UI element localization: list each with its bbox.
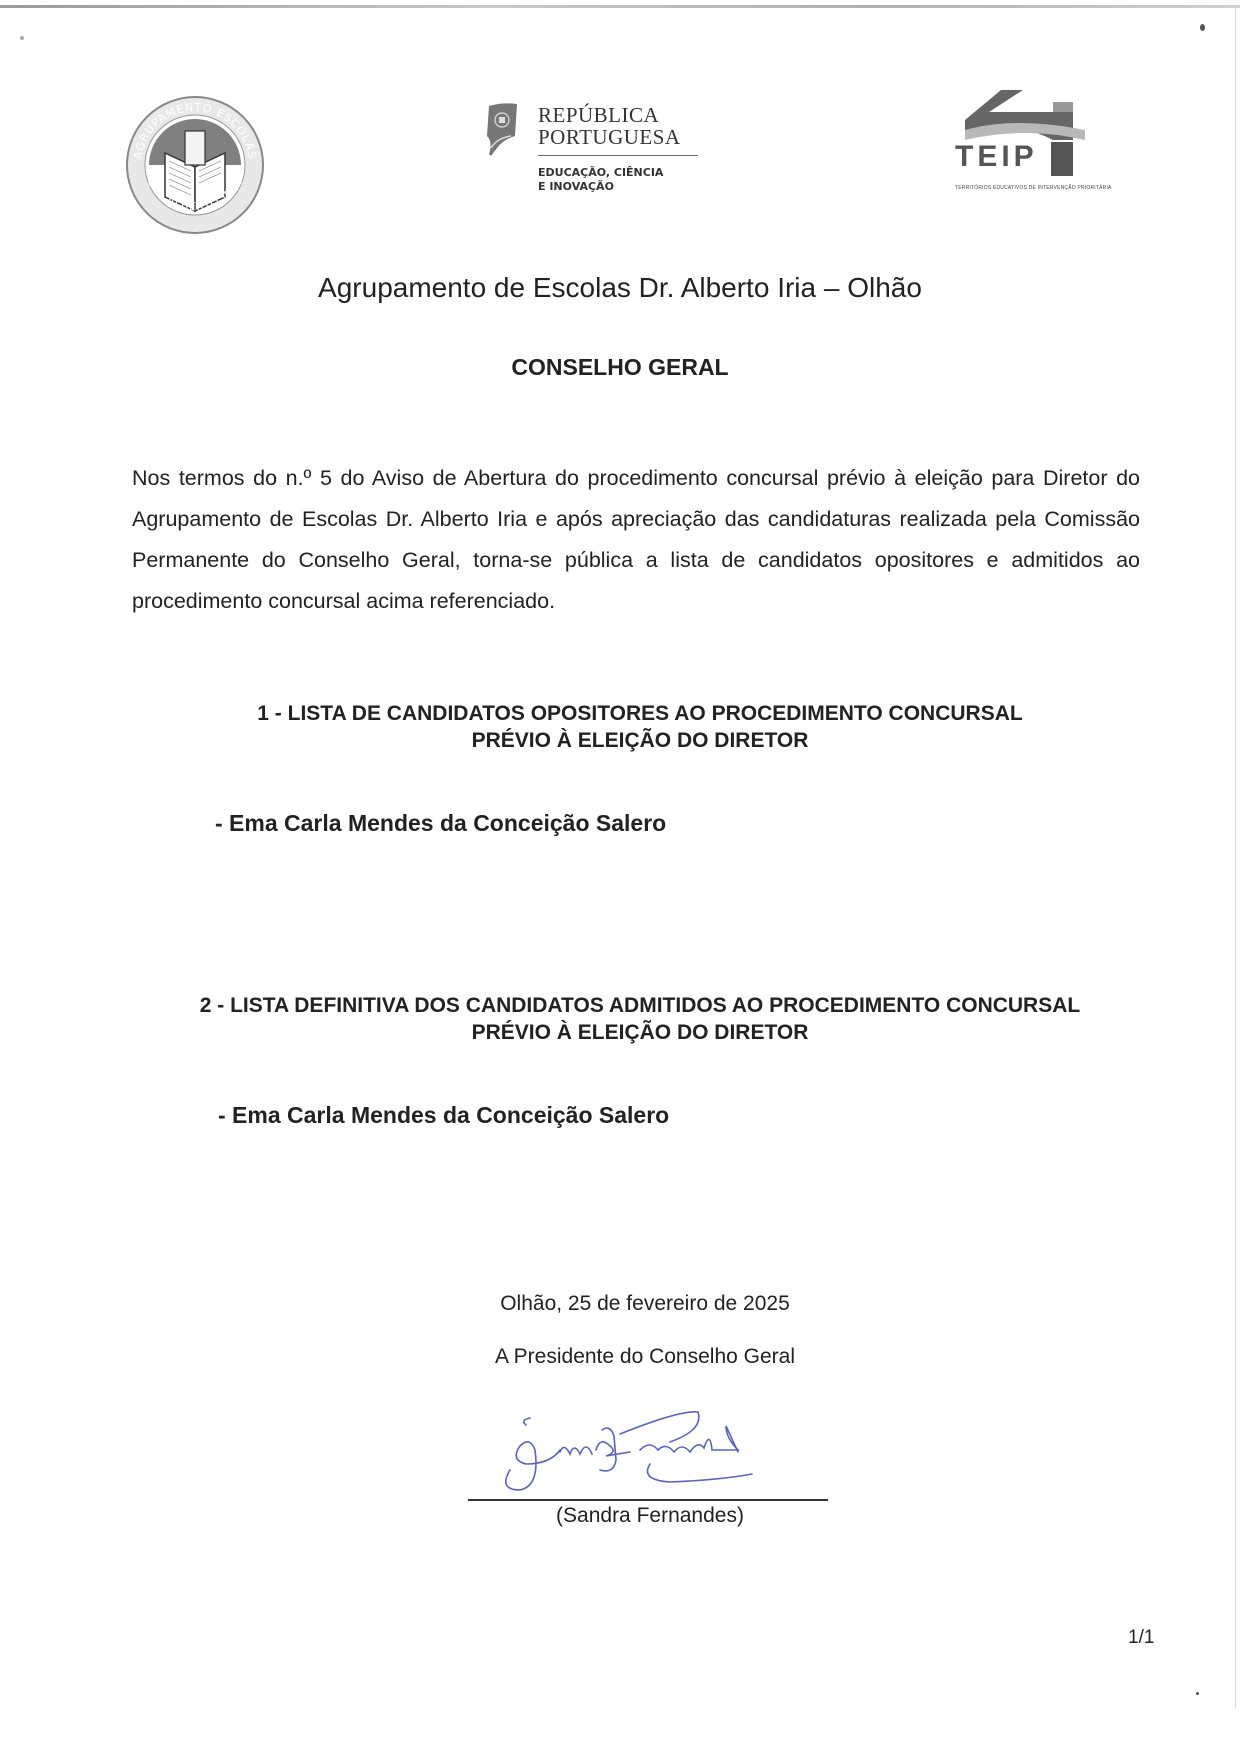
section-2-candidate: - Ema Carla Mendes da Conceição Salero bbox=[218, 1102, 670, 1128]
section-2-heading-line-2: PRÉVIO À ELEIÇÃO DO DIRETOR bbox=[471, 1021, 809, 1044]
section-1-heading bbox=[210, 700, 1070, 754]
teip-tagline: TERRITÓRIOS EDUCATIVOS DE INTERVENÇÃO PRIORITÁRIA bbox=[955, 185, 1112, 191]
seal-text-bottom: DR. ALBERTO IRIA bbox=[145, 176, 245, 214]
logo-line-2: PORTUGUESA bbox=[538, 125, 681, 149]
signatory-role: A Presidente do Conselho Geral bbox=[494, 1345, 796, 1368]
logo-line-1: REPÚBLICA bbox=[538, 103, 660, 127]
svg-text:DR. ALBERTO IRIA bbox=[145, 177, 245, 213]
section-2-heading-line-1: 2 - LISTA DEFINITIVA DOS CANDIDATOS ADMITIDOS AO PROCEDIMENTO CONCURSAL bbox=[199, 994, 1081, 1017]
ministry-line-2: E INOVAÇÃO bbox=[538, 180, 614, 193]
page-number: 1/1 bbox=[1128, 1627, 1155, 1648]
svg-text:AGRUPAMENTO ESCOLAS bbox=[131, 101, 258, 160]
teip-block bbox=[1051, 142, 1073, 176]
section-1-candidate: - Ema Carla Mendes da Conceição Salero bbox=[215, 810, 667, 836]
coat-of-arms-icon bbox=[483, 102, 519, 158]
republica-portuguesa-logo bbox=[483, 100, 713, 200]
scan-edge-right bbox=[1235, 8, 1236, 1708]
school-seal-logo bbox=[125, 95, 265, 235]
intro-paragraph: Nos termos do n.º 5 do Aviso de Abertura do procedimento concursal prévio à eleição para Diretor do Agrupamento de Escolas Dr. Alberto Iria e após apreciação das candidaturas realizada pela Comissão Permanente do Conselho Geral, torna-se pública a lista de candidatos opositores e admitidos ao procedimento concursal acima referenciado. bbox=[132, 466, 1140, 613]
signatory-name: (Sandra Fernandes) bbox=[556, 1504, 744, 1527]
ministry-name bbox=[538, 166, 663, 194]
handwritten-signature bbox=[490, 1390, 810, 1505]
scan-speck bbox=[20, 36, 24, 40]
section-2-heading bbox=[150, 992, 1130, 1046]
teip-wordmark: TEIP bbox=[955, 140, 1038, 173]
ministry-line-1: EDUCAÇÃO, CIÊNCIA bbox=[538, 166, 664, 179]
date-line: Olhão, 25 de fevereiro de 2025 bbox=[500, 1292, 790, 1315]
council-title: CONSELHO GERAL bbox=[511, 354, 729, 380]
section-1-heading-line-1: 1 - LISTA DE CANDIDATOS OPOSITORES AO PROCEDIMENTO CONCURSAL bbox=[257, 702, 1023, 725]
scan-speck bbox=[1200, 24, 1205, 31]
organization-name: Agrupamento de Escolas Dr. Alberto Iria – Olhão bbox=[318, 272, 922, 303]
section-1-heading-line-2: PRÉVIO À ELEIÇÃO DO DIRETOR bbox=[471, 729, 809, 752]
teip-logo bbox=[955, 90, 1112, 200]
signature-line bbox=[468, 1499, 828, 1501]
seal-text-top: AGRUPAMENTO ESCOLAS bbox=[131, 100, 259, 161]
republica-portuguesa-title bbox=[538, 104, 681, 148]
scan-edge-top bbox=[0, 5, 1240, 8]
logo-divider bbox=[538, 155, 698, 156]
scan-speck bbox=[1196, 1692, 1199, 1695]
